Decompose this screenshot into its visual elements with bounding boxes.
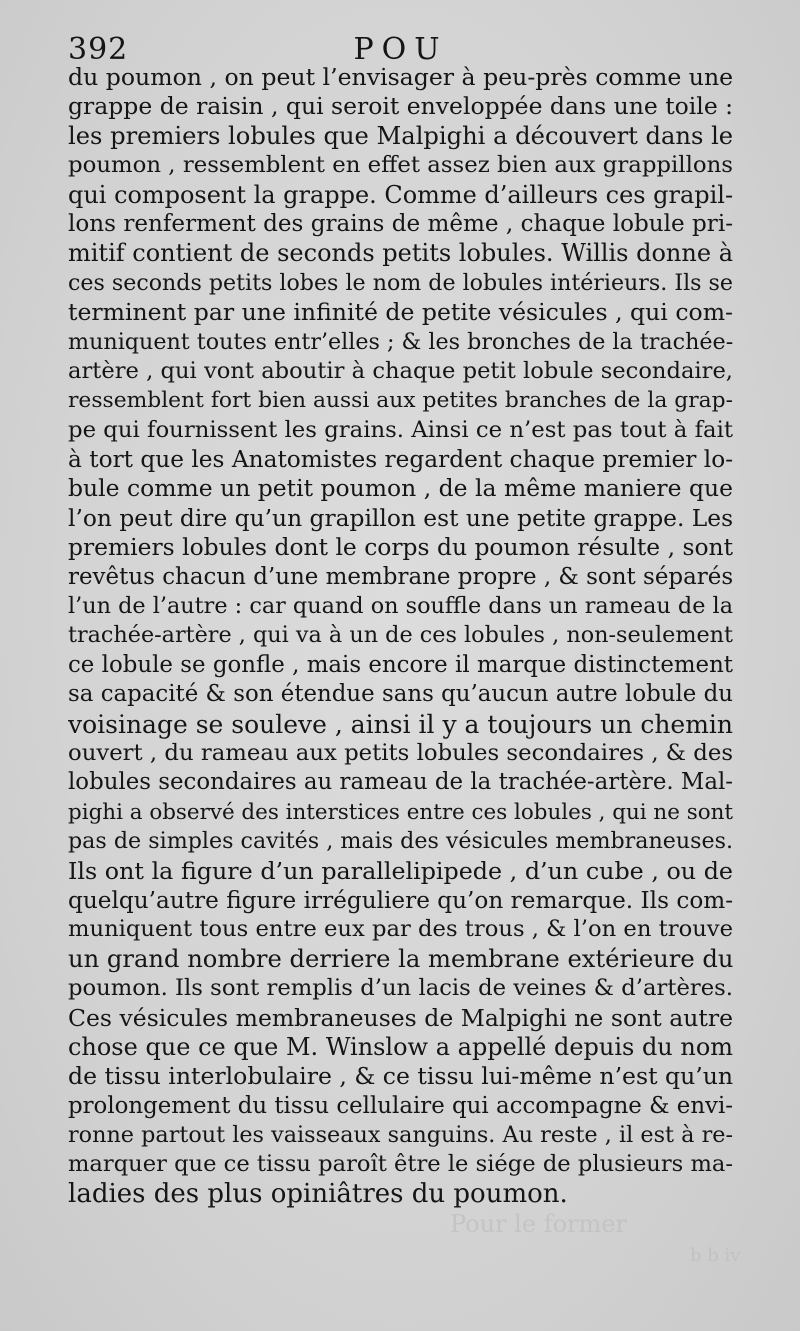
text-line: muniquent tous entre eux par des trous , & l’on en trouve bbox=[68, 916, 733, 943]
text-line: poumon , ressemblent en effet assez bien aux grappillons bbox=[68, 152, 733, 179]
text-line: de tissu interlobulaire , & ce tissu lui-même n’est qu’un bbox=[68, 1062, 733, 1091]
bleed-through-line: Pour le former bbox=[450, 1210, 627, 1238]
text-line: Ces vésicules membraneuses de Malpighi ne sont autre bbox=[68, 1003, 733, 1032]
text-line: quelqu’autre figure irréguliere qu’on remarque. Ils com- bbox=[68, 886, 733, 914]
text-line: les premiers lobules que Malpighi a découvert dans le bbox=[68, 121, 733, 150]
page-header bbox=[68, 30, 733, 66]
text-line: grappe de raisin , qui seroit enveloppée dans une toile : bbox=[68, 92, 733, 121]
text-line: premiers lobules dont le corps du poumon résulte , sont bbox=[68, 533, 733, 562]
text-line: pas de simples cavités , mais des vésicules membraneuses. bbox=[68, 828, 733, 855]
text-line: pe qui fournissent les grains. Ainsi ce n’est pas tout à fait bbox=[68, 416, 733, 443]
text-line: Ils ont la figure d’un parallelipipede , d’un cube , ou de bbox=[68, 856, 733, 885]
text-line: ce lobule se gonfle , mais encore il marque distinctement bbox=[68, 651, 733, 678]
text-line: revêtus chacun d’une membrane propre , & sont séparés bbox=[68, 563, 733, 590]
body-text bbox=[68, 63, 733, 1209]
text-line: artère , qui vont aboutir à chaque petit lobule secondaire, bbox=[68, 357, 733, 384]
text-line: l’on peut dire qu’un grapillon est une petite grappe. Les bbox=[68, 503, 733, 532]
text-line: bule comme un petit poumon , de la même maniere que bbox=[68, 474, 733, 503]
text-line: sa capacité & son étendue sans qu’aucun autre lobule du bbox=[68, 681, 733, 708]
bleed-through-signature: b b iv bbox=[690, 1245, 741, 1266]
text-line: chose que ce que M. Winslow a appellé depuis du nom bbox=[68, 1032, 733, 1061]
text-line: ressemblent fort bien aussi aux petites branches de la grap- bbox=[68, 388, 733, 414]
text-line: ces seconds petits lobes le nom de lobules intérieurs. Ils se bbox=[68, 269, 733, 296]
text-line: un grand nombre derriere la membrane extérieure du bbox=[68, 944, 733, 973]
page-number: 392 bbox=[68, 32, 129, 67]
text-line: qui composent la grappe. Comme d’ailleurs ces grapil- bbox=[68, 180, 733, 209]
text-line: marquer que ce tissu paroît être le siége de plusieurs ma- bbox=[68, 1151, 733, 1178]
text-line: du poumon , on peut l’envisager à peu-près comme une bbox=[68, 63, 733, 91]
text-line: voisinage se souleve , ainsi il y a toujours un chemin bbox=[68, 709, 733, 739]
text-line: ladies des plus opiniâtres du poumon. bbox=[68, 1179, 568, 1209]
text-line: pighi a observé des interstices entre ces lobules , qui ne sont bbox=[68, 799, 733, 825]
text-line: muniquent toutes entr’elles ; & les bronches de la trachée- bbox=[68, 328, 733, 355]
text-line: lobules secondaires au rameau de la trachée-artère. Mal- bbox=[68, 769, 733, 796]
text-line: trachée-artère , qui va à un de ces lobules , non-seulement bbox=[68, 622, 733, 649]
text-line: ronne partout les vaisseaux sanguins. Au reste , il est à re- bbox=[68, 1122, 733, 1149]
text-line: mitif contient de seconds petits lobules. Willis donne à bbox=[68, 239, 733, 268]
running-head: POU bbox=[353, 32, 448, 67]
text-line: l’un de l’autre : car quand on souffle dans un rameau de la bbox=[68, 593, 733, 620]
bleed-through-text bbox=[450, 1208, 780, 1272]
text-line: ouvert , du rameau aux petits lobules secondaires , & des bbox=[68, 739, 733, 766]
text-line: prolongement du tissu cellulaire qui accompagne & envi- bbox=[68, 1092, 733, 1119]
text-line: poumon. Ils sont remplis d’un lacis de veines & d’artères. bbox=[68, 975, 733, 1002]
text-line: à tort que les Anatomistes regardent chaque premier lo- bbox=[68, 446, 733, 474]
text-line: terminent par une infinité de petite vésicules , qui com- bbox=[68, 298, 733, 327]
text-line: lons renferment des grains de même , chaque lobule pri- bbox=[68, 210, 733, 237]
